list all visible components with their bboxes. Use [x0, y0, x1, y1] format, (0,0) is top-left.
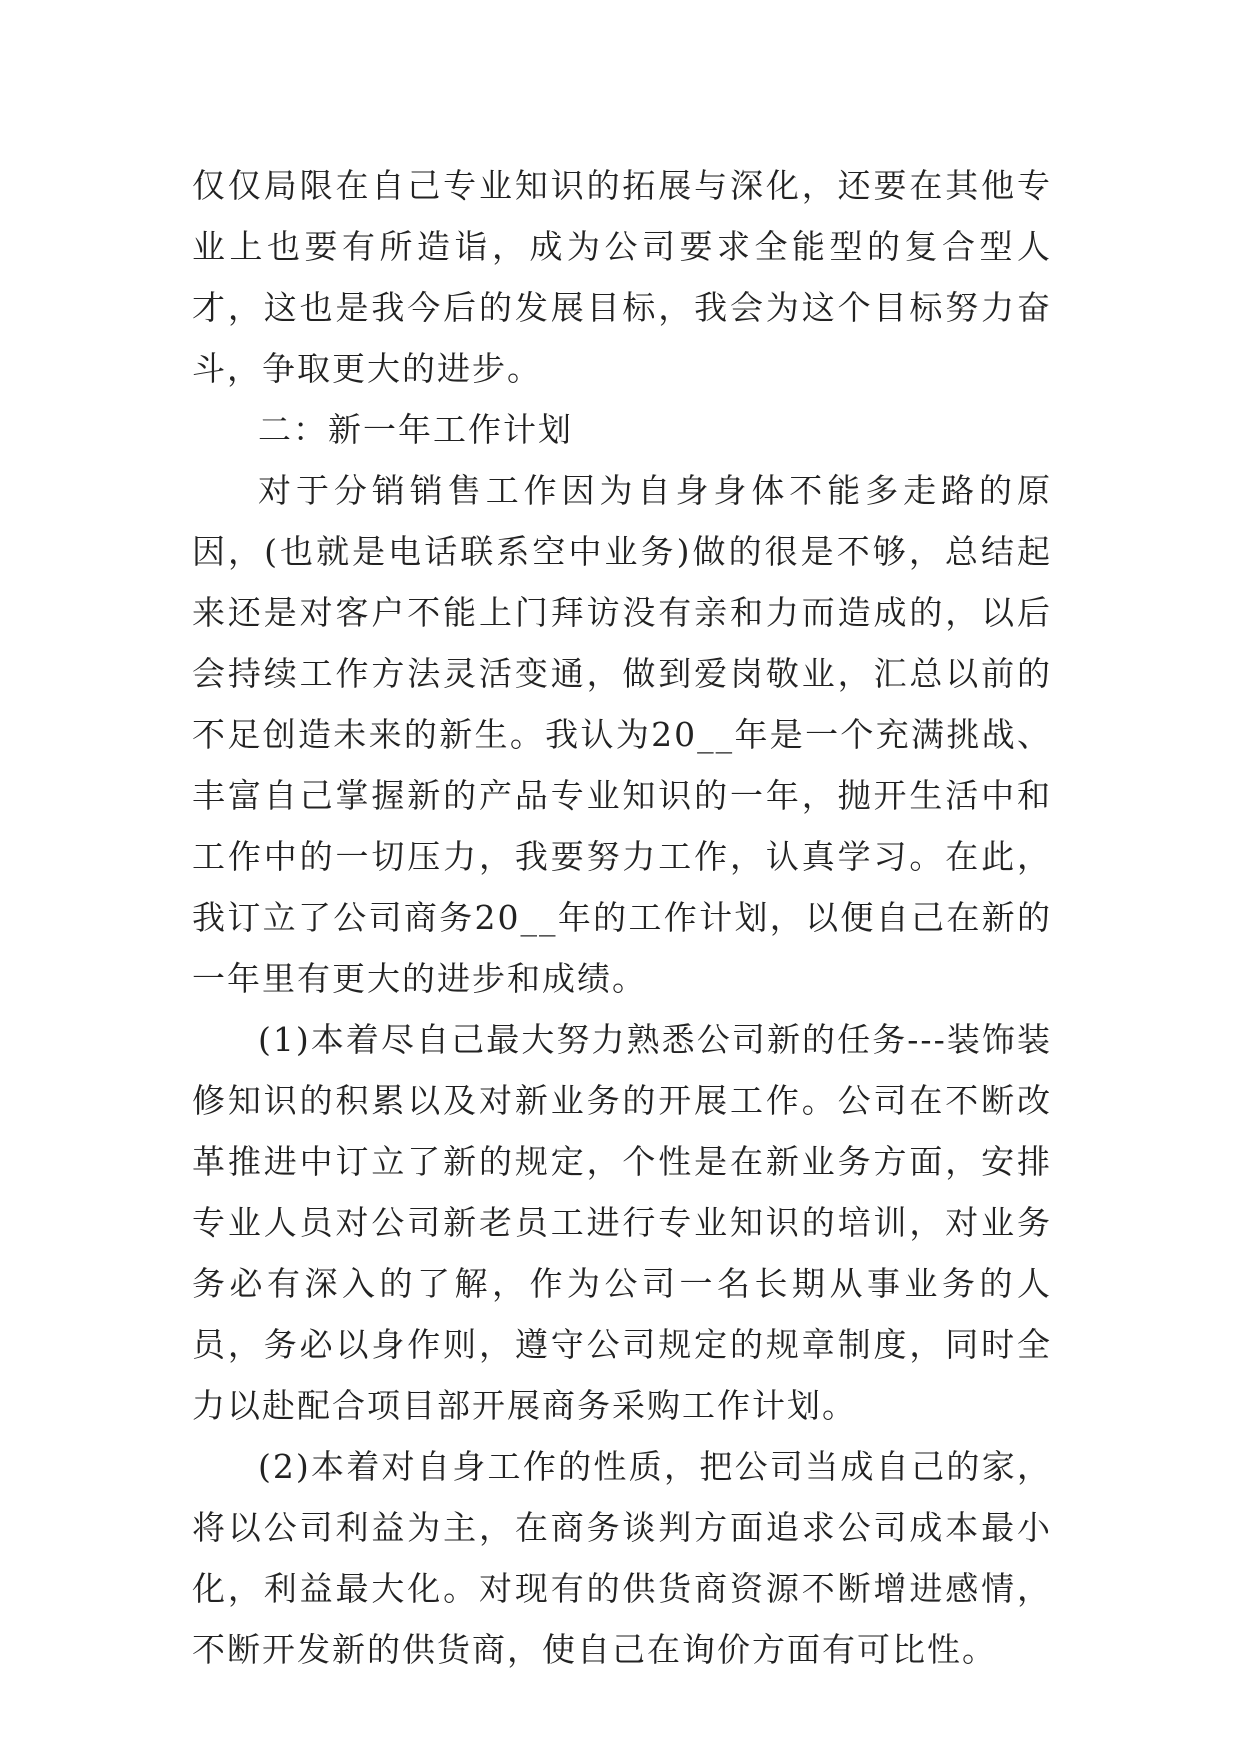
section-heading-new-year-plan: 二：新一年工作计划 — [258, 410, 573, 449]
paragraph-item-2: (2)本着对自身工作的性质，把公司当成自己的家，将以公司利益为主，在商务谈判方面追求公司成本最小化，利益最大化。对现有的供货商资源不断增进感情，不断开发新的供货商，使自己在询价方面有可比性。 — [192, 1447, 1052, 1669]
document-body — [192, 155, 1052, 1680]
paragraph-continuation: 仅仅局限在自己专业知识的拓展与深化，还要在其他专业上也要有所造诣，成为公司要求全能型的复合型人才，这也是我今后的发展目标，我会为这个目标努力奋斗，争取更大的进步。 — [192, 166, 1052, 388]
paragraph-item-1: (1)本着尽自己最大努力熟悉公司新的任务---装饰装修知识的积累以及对新业务的开展工作。公司在不断改革推进中订立了新的规定，个性是在新业务方面，安排专业人员对公司新老员工进行专业知识的培训，对业务务必有深入的了解，作为公司一名长期从事业务的人员，务必以身作则，遵守公司规定的规章制度，同时全力以赴配合项目部开展商务采购工作计划。 — [192, 1020, 1052, 1425]
paragraph-distribution-sales: 对于分销销售工作因为自身身体不能多走路的原因，(也就是电话联系空中业务)做的很是不够，总结起来还是对客户不能上门拜访没有亲和力而造成的，以后会持续工作方法灵活变通，做到爱岗敬业，汇总以前的不足创造未来的新生。我认为20__年是一个充满挑战、丰富自己掌握新的产品专业知识的一年，抛开生活中和工作中的一切压力，我要努力工作，认真学习。在此，我订立了公司商务20__年的工作计划，以便自己在新的一年里有更大的进步和成绩。 — [192, 471, 1052, 998]
